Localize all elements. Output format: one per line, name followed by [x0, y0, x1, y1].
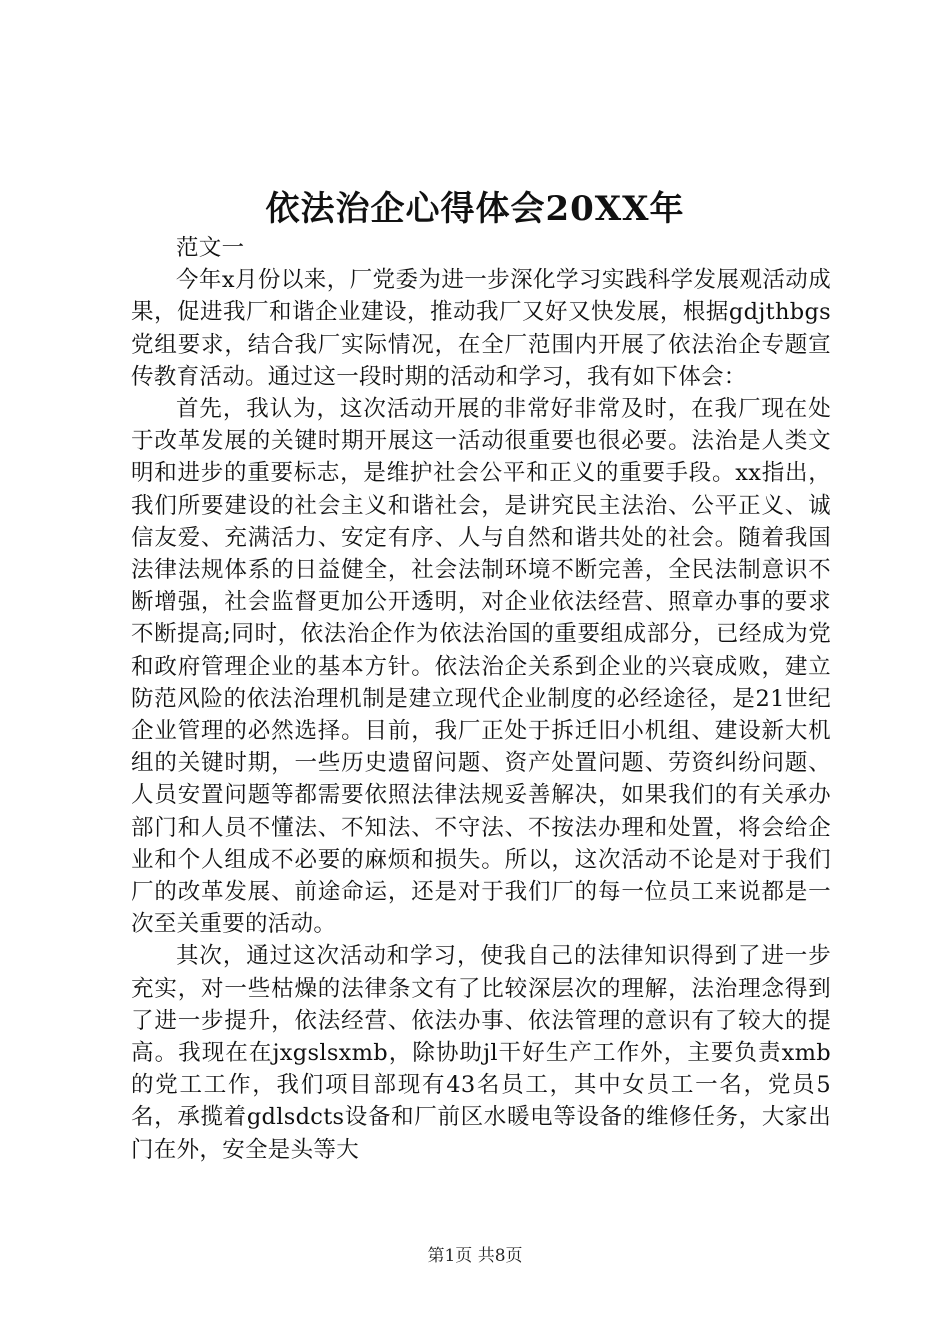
paragraph-1: 今年x月份以来，厂党委为进一步深化学习实践科学发展观活动成果，促进我厂和谐企业建设，推动我厂又好又快发展，根据gdjthbgs党组要求，结合我厂实际情况，在全厂范围内开展了依法治企专题宣传教育活动。通过这一段时期的活动和学习，我有如下体会：	[131, 267, 831, 390]
page-footer: 第1页 共8页	[427, 1246, 523, 1266]
document-title: 依法治企心得体会20XX年	[265, 189, 685, 229]
paragraph-3: 其次，通过这次活动和学习，使我自己的法律知识得到了进一步充实，对一些枯燥的法律条文有了比较深层次的理解，法治理念得到了进一步提升，依法经营、依法办事、依法管理的意识有了较大的提高。我现在在jxgslsxmb，除协助jl干好生产工作外，主要负责xmb的党工工作，我们项目部现有43名员工，其中女员工一名，党员5名，承揽着gdlsdcts设备和厂前区水暖电等设备的维修任务，大家出门在外，安全是头等大	[131, 943, 831, 1163]
section-label: 范文一	[176, 235, 245, 261]
paragraph-2: 首先，我认为，这次活动开展的非常好非常及时，在我厂现在处于改革发展的关键时期开展这一活动很重要也很必要。法治是人类文明和进步的重要标志，是维护社会公平和正义的重要手段。xx指出，我们所要建设的社会主义和谐社会，是讲究民主法治、公平正义、诚信友爱、充满活力、安定有序、人与自然和谐共处的社会。随着我国法律法规体系的日益健全，社会法制环境不断完善，全民法制意识不断增强，社会监督更加公开透明，对企业依法经营、照章办事的要求不断提高;同时，依法治企作为依法治国的重要组成部分，已经成为党和政府管理企业的基本方针。依法治企关系到企业的兴衰成败，建立防范风险的依法治理机制是建立现代企业制度的必经途径，是21世纪企业管理的必然选择。目前，我厂正处于拆迁旧小机组、建设新大机组的关键时期，一些历史遗留问题、资产处置问题、劳资纠纷问题、人员安置问题等都需要依照法律法规妥善解决，如果我们的有关承办部门和人员不懂法、不知法、不守法、不按法办理和处置，将会给企业和个人组成不必要的麻烦和损失。所以，这次活动不论是对于我们厂的改革发展、前途命运，还是对于我们厂的每一位员工来说都是一次至关重要的活动。	[131, 396, 831, 938]
document-body	[131, 232, 831, 1166]
